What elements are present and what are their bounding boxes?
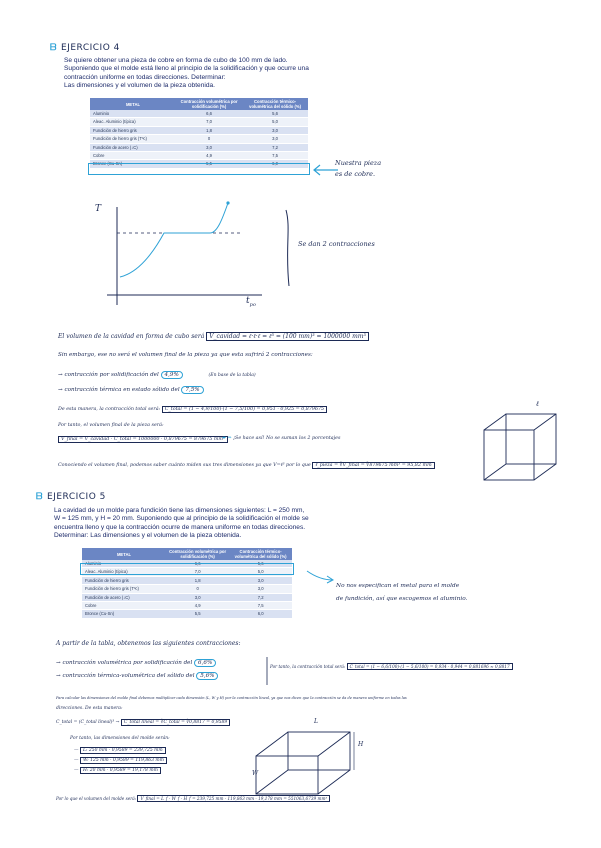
table-row: Fundición de acero (↓C) 3,0 7,2	[90, 143, 308, 151]
ex5-prompt: La cavidad de un molde para fundición tiene las dimensiones siguientes: L = 250 mm, W = 125 mm, y H = 20 mm. Suponiendo que al principio de la solidificación el molde se encuentra lleno y que la contracción ocurre de manera uniforme en todas direcciones. Determinar: Las dimensiones y el volumen de la pieza obtenida.	[54, 507, 309, 540]
table-row: Cobre 4,9 7,5	[82, 602, 292, 610]
table-row: Fundición de hierro gris 1,8 3,0	[90, 126, 308, 134]
ex5-line-term: → contracción térmica-volumétrica del sólido del 5,6%	[56, 673, 218, 679]
ex4-line-vfinal: V_final = V_cavidad · C_total = 1000000 · 0,879675 = 879675 mm³	[58, 437, 228, 442]
ex5-line-lin: C_total = (C_total lineal)³ → C_total lineal = ∛C_total = ∛0,8817 = 0,9589	[56, 720, 230, 725]
ex5-line-para2: direcciones. De esta manera:	[56, 706, 123, 711]
arrow-icon	[305, 568, 335, 584]
graph-y-label: T	[95, 204, 102, 214]
ex5-title: ᗷ EJERCICIO 5	[36, 492, 106, 502]
ex4-line-term: → contracción térmica en estado sólido del 7,5%	[58, 387, 204, 393]
ex4-note-table: Nuestra pieza es de cobre.	[335, 159, 382, 178]
bookmark-icon: ᗷ	[36, 492, 43, 502]
table-row: Aleac. Aluminio (típica) 7,0 5,0	[82, 568, 292, 576]
graph-x-label: $t_{po}$	[246, 296, 256, 308]
table-row: Fundición de hierro gris (Tºc) 0 3,0	[90, 135, 308, 143]
cube-label: ℓ	[536, 400, 539, 408]
table-row-highlighted: Aluminio 6,6 5,6	[82, 560, 292, 568]
ex5-line-solid: → contracción volumétrica por solidificación del 6,6%	[56, 660, 216, 666]
ex5-line-intro: A partir de la tabla, obtenemos las siguientes contracciones:	[56, 640, 241, 647]
table-row: Bronce (Cu-Sn) 5,5 6,0	[82, 610, 292, 618]
table-row: Fundición de hierro gris 1,8 3,0	[82, 576, 292, 584]
ex4-line-vcav: El volumen de la cavidad en forma de cubo será V_cavidad = ℓ·ℓ·ℓ = ℓ³ = (100 mm)³ = 1000000 mm³	[58, 333, 369, 340]
table-row: Aluminio 6,6 5,6	[90, 110, 308, 118]
ex4-prompt: Se quiere obtener una pieza de cobre en forma de cubo de 100 mm de lado. Suponiendo que el molde está lleno al principio de la solidificación y que ocurre una contracción uniforme en todas direcciones. Determinar: Las dimensiones y el volumen de la pieza obtenida.	[64, 57, 309, 90]
ex4-line-total: De esta manera, la contracción total será: C_total = (1 − 4,9/100)·(1 − 7,5/100) = 0,951 · 0,925 = 0,879675	[58, 407, 327, 412]
ex5-line-total: Por tanto, la contracción total será: C_total = (1 − 6,6/100)·(1 − 5,6/100) = 0,934 · 0,944 = 0,881696 ≈ 0,8817	[270, 664, 513, 669]
ex4-note-arrow: ⬌ ⇒ ¡Se hace así! No se suman los 2 porcentajes	[222, 436, 341, 441]
ex5-table: METAL Contracción volumétrica por solidificación (%) Contracción térmico-volumétrica del sólido (%) Aluminio 6,6 5,6 Aleac. Aluminio (típica) 7,0 5,0 Fundición de hierro gris 1,8 3,0 Fundición de hierro gris (Tºc) 0 3,0 Fundición de acero (↓C) 3,0 7,2 Cobre 4,9 7,5 Bronce (Cu-Sn) 5,5 6,0	[82, 548, 292, 619]
ex4-line-2: Sin embargo, ese no será el volumen final de la pieza ya que esta sufrirá 2 contracciones:	[58, 352, 313, 358]
ex4-title: ᗷ EJERCICIO 4	[50, 43, 120, 53]
mold-drawing	[248, 722, 358, 800]
mold-label-W: W	[252, 770, 259, 777]
ex4-line-solid: → contracción por solidificación del 4,9% (En base de la tabla)	[58, 372, 256, 378]
table-row: Fundición de acero (↓C) 3,0 7,2	[82, 593, 292, 601]
bookmark-icon: ᗷ	[50, 43, 57, 53]
ex5-line-vol: Por lo que el volumen del molde será: V_final = L_f · W_f · H_f = 239,725 mm · 119,863 mm · 19,178 mm = 551063,6739 mm³	[56, 796, 330, 801]
table-row: Bronce (Cu-Sn) 5,5 6,0	[90, 160, 308, 168]
highlight-aluminio	[80, 563, 294, 575]
table-row-highlighted: Cobre 4,9 7,5	[90, 152, 308, 160]
brace-icon	[283, 208, 293, 288]
brace-icon	[264, 656, 270, 686]
table-row: Fundición de hierro gris (Tºc) 0 3,0	[82, 585, 292, 593]
mold-label-H: H	[358, 741, 364, 748]
ex4-line-vfinal-label: Por tanto, el volumen final de la pieza será:	[58, 423, 164, 428]
ex4-table: METAL Contracción volumétrica por solidificación (%) Contracción térmico-volumétrica del sólido (%) Aluminio 6,6 5,6 Aleac. Aluminio (típica) 7,0 5,0 Fundición de hierro gris 1,8 3,0 Fundición de hierro gris (Tºc) 0 3,0 Fundición de acero (↓C) 3,0 7,2 Cobre 4,9 7,5 Bronce (Cu-Sn) 5,5 6,0	[90, 98, 308, 169]
mold-label-L: L	[314, 718, 318, 725]
highlight-cobre	[88, 163, 310, 175]
cube-drawing	[478, 408, 568, 494]
ex5-line-dims-label: Por tanto, las dimensiones del molde serán:	[70, 736, 170, 741]
table-row: Aleac. Aluminio (típica) 7,0 5,0	[90, 118, 308, 126]
ex5-dims: — L: 250 mm · 0,9589 = 239,725 mm — W: 125 mm · 0,9589 = 119,863 mm — H: 20 mm · 0,9589 = 19,178 mm	[74, 746, 167, 776]
ex5-note-table: No nos especifican el metal para el molde de fundición, así que escogemos el aluminio.	[336, 583, 468, 602]
ex4-note-graph: Se dan 2 contracciones	[298, 240, 375, 248]
ex5-line-para1: Para calcular las dimensiones del molde final debemos multiplicar cada dimensión (L, W y H) por la contracción lineal, ya que nos dicen que la contracción se da de manera uniforme en todas las	[56, 696, 407, 700]
ex4-line-side: Conociendo el volumen final, podemos saber cuánto miden sus tres dimensiones ya que V=ℓ³ por lo que ℓ_pieza = ∛V_final = ∛879675 mm³ = 95,82 mm	[58, 463, 435, 468]
